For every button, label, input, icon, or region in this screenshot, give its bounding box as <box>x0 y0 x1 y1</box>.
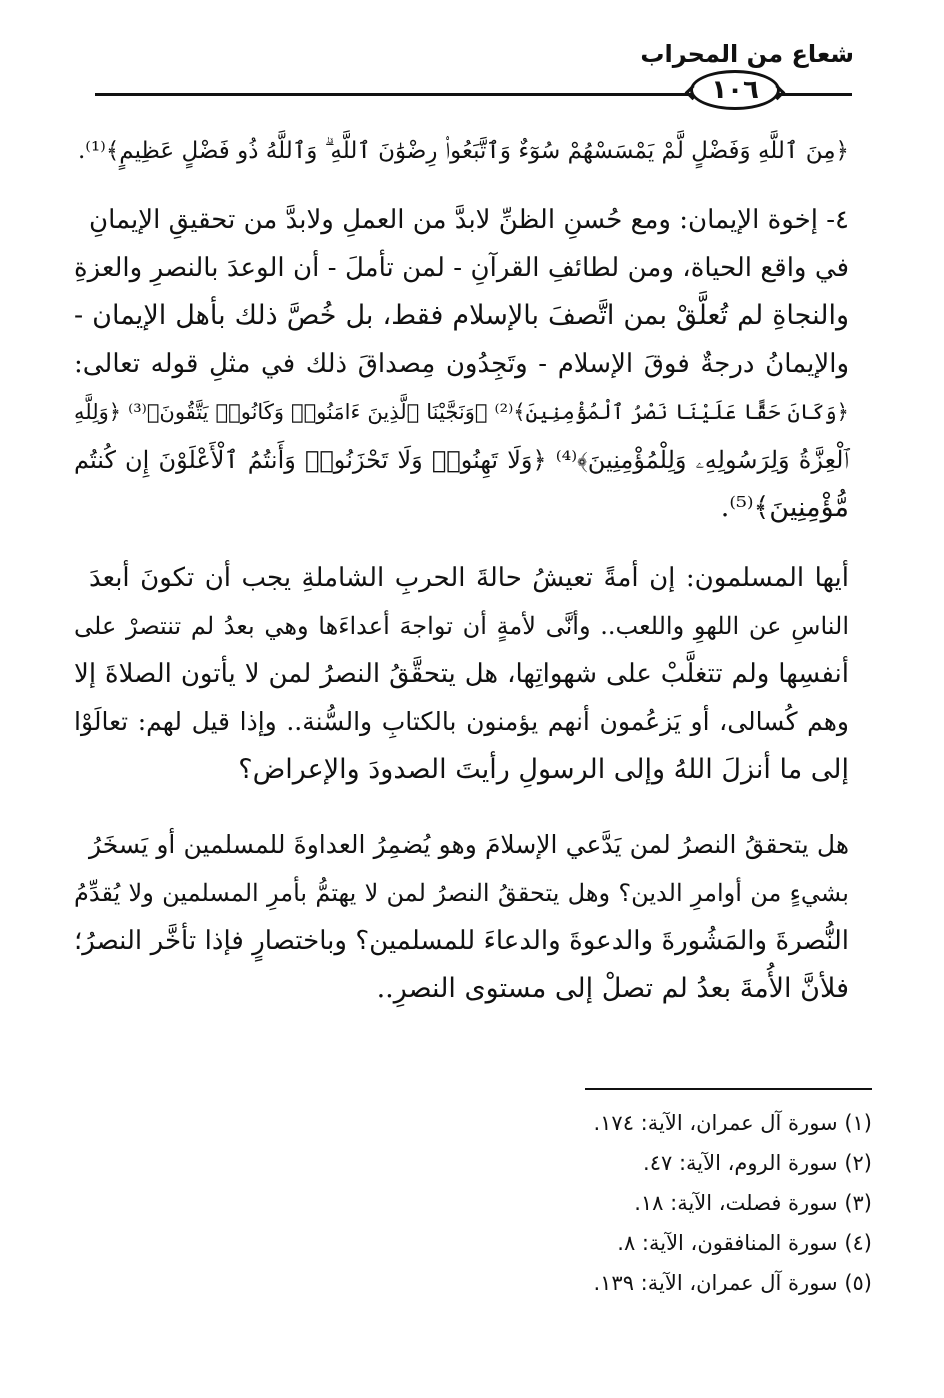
body-line: في واقع الحياة، ومن لطائفِ القرآنِ - لمن تأملَ - أن الوعدَ بالنصرِ والعزةِ <box>74 253 849 283</box>
page-number: ١٠٦ <box>690 70 780 110</box>
body-line: النُّصرةَ والمَشُورةَ والدعوةَ والدعاءَ للمسلمين؟ وباختصارٍ فإذا تأخَّر النصرُ؛ <box>74 926 849 956</box>
body-line: الناسِ عن اللهوِ واللعب.. وأنَّى لأمةٍ أن تواجهَ أعداءَها وهي بعدُ لم تنتصرْ على <box>74 612 849 640</box>
footnote: (٢) سورة الروم، الآية: ٤٧. <box>643 1151 872 1175</box>
footnote: (٥) سورة آل عمران، الآية: ١٣٩. <box>593 1271 872 1295</box>
footnote: (١) سورة آل عمران، الآية: ١٧٤. <box>593 1111 872 1135</box>
body-line: والنجاةِ لم تُعلَّقْ بمن اتَّصفَ بالإسلام فقط، بل خُصَّ ذلك بأهل الإيمان - <box>74 300 849 331</box>
body-line: والإيمانُ درجةٌ فوقَ الإسلام - وتَجِدُون مِصداقَ ذلك في مثلِ قوله تعالى: <box>74 349 849 379</box>
body-line: مُّؤْمِنِينَ﴾⁽⁵⁾. <box>720 492 849 523</box>
body-line: ٤- إخوة الإيمان: ومع حُسنِ الظنِّ لابدَّ من العملِ ولابدَّ من تحقيقِ الإيمانِ <box>89 205 849 235</box>
body-line: أنفسِها ولم تتغلَّبْ على شهواتِها، هل يتحقَّقُ النصرُ لمن لا يأتون الصلاةَ إلا <box>74 659 849 689</box>
body-line: إلى ما أنزلَ اللهُ وإلى الرسولِ رأيتَ الصدودَ والإعراض؟ <box>238 754 849 785</box>
running-title: شعاع من المحراب <box>640 40 854 68</box>
body-line: وهم كُسالى، أو يَزعُمون أنهم يؤمنون بالكتابِ والسُّنة.. وإذا قيل لهم: تعالَوْا <box>74 707 849 736</box>
footnote: (٤) سورة المنافقون، الآية: ٨. <box>617 1231 872 1255</box>
body-line: ﴿مِنَ ٱللَّهِ وَفَضْلٍ لَّمْ يَمْسَسْهُمْ سُوٓءٌ وَٱتَّبَعُوا۟ رِضْوَٰنَ ٱللَّهِ ۗ وَٱللَّهُ ذُو فَضْلٍ عَظِيمٍ﴾⁽¹⁾. <box>77 138 849 164</box>
body-line: هل يتحققُ النصرُ لمن يَدَّعي الإسلامَ وهو يُضمِرُ العداوةَ للمسلمين أو يَسخَرُ <box>89 830 849 859</box>
body-line: ﴿وَكَانَ حَقًّا عَلَيْنَا نَصْرُ ٱلْمُؤْمِنِينَ﴾⁽²⁾ ﴿وَنَجَّيْنَا ٱلَّذِينَ ءَامَنُوا۟ وَكَانُوا۟ يَتَّقُونَ﴾⁽³⁾ ﴿وَلِلَّهِ <box>74 400 849 424</box>
footnote-rule <box>585 1088 872 1090</box>
footnote: (٣) سورة فصلت، الآية: ١٨. <box>634 1191 872 1215</box>
body-line: ٱلْعِزَّةُ وَلِرَسُولِهِۦ وَلِلْمُؤْمِنِينَ﴾⁽⁴⁾ ﴿وَلَا تَهِنُوا۟ وَلَا تَحْزَنُوا۟ وَأَنتُمُ ٱلْأَعْلَوْنَ إِن كُنتُم <box>74 446 849 474</box>
body-line: أيها المسلمون: إن أمةً تعيشُ حالةَ الحربِ الشاملةِ يجب أن تكونَ أبعدَ <box>89 563 849 593</box>
body-line: فلأنَّ الأُمةَ بعدُ لم تصلْ إلى مستوى النصرِ.. <box>376 973 849 1004</box>
body-line: بشيءٍ من أوامرِ الدين؟ وهل يتحققُ النصرُ لمن لا يهتمُّ بأمرِ المسلمين ولا يُقدِّمُ <box>74 879 849 907</box>
